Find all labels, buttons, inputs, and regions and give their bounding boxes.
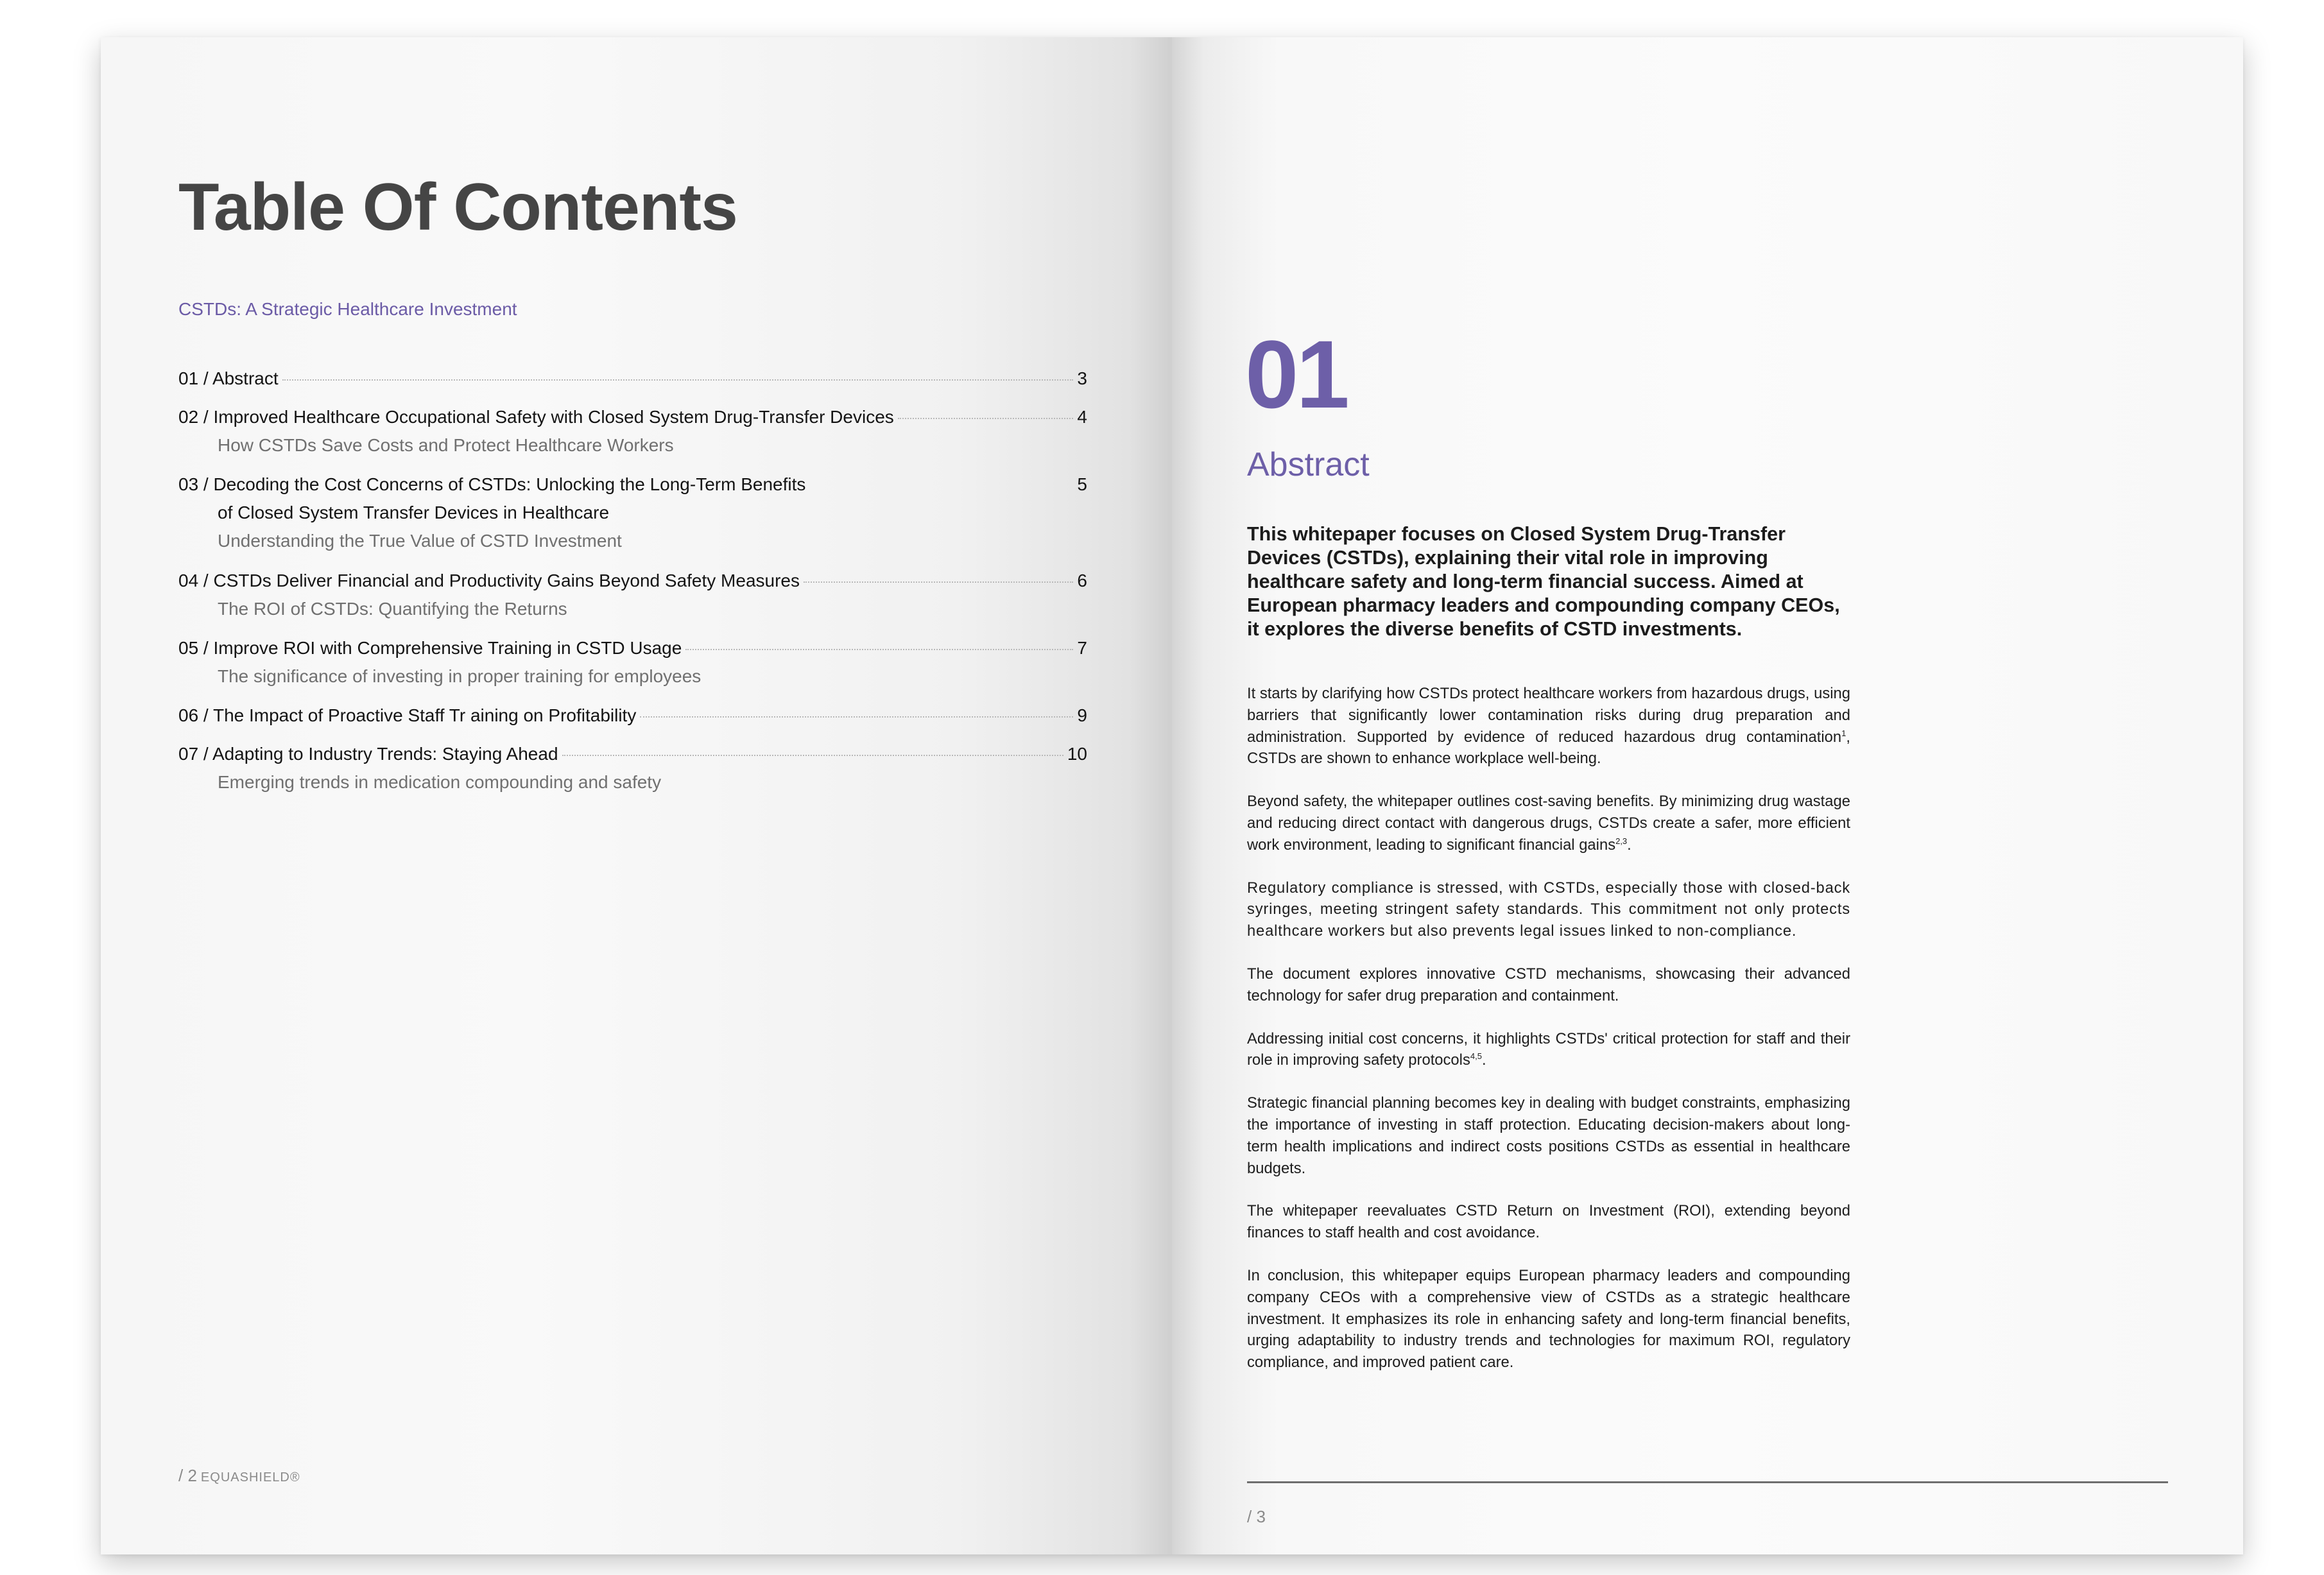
toc-entry-04[interactable]: [178, 567, 1087, 623]
footnote-ref[interactable]: 2,3: [1615, 836, 1628, 846]
toc-entry-subtitle: How CSTDs Save Costs and Protect Healthcare Workers: [218, 435, 674, 455]
toc-entry-label: 01 / Abstract: [178, 368, 279, 388]
dot-leader: [562, 755, 1063, 756]
toc-entry-label: 07 / Adapting to Industry Trends: Staying Ahead: [178, 744, 558, 764]
toc-entry-label: 05 / Improve ROI with Comprehensive Training in CSTD Usage: [178, 638, 682, 658]
toc-entry-subtitle: Emerging trends in medication compounding and safety: [218, 772, 662, 792]
dot-leader: [804, 581, 1073, 583]
dot-leader: [685, 649, 1073, 650]
toc-entry-label: 04 / CSTDs Deliver Financial and Productivity Gains Beyond Safety Measures: [178, 571, 800, 590]
toc-entry-label: 02 / Improved Healthcare Occupational Safety with Closed System Drug-Transfer Devices: [178, 407, 894, 427]
toc-page-number: 5: [1077, 474, 1087, 494]
toc-entry-01[interactable]: [178, 365, 1087, 393]
body-paragraph: In conclusion, this whitepaper equips European pharmacy leaders and compounding company CEOs with a comprehensive view of CSTDs as a strategic healthcare investment. It emphasizes its role in enhancing safety and long-term financial benefits, urging adaptability to industry trends and technologies for maximum ROI, regulatory compliance, and improved patient care.: [1247, 1266, 1850, 1372]
document-spread: [101, 37, 2243, 1554]
toc-subtitle: CSTDs: A Strategic Healthcare Investment: [178, 299, 517, 319]
left-page: [101, 37, 1172, 1554]
footnote-ref[interactable]: 1: [1841, 728, 1846, 738]
body-paragraph: Strategic financial planning becomes key in dealing with budget constraints, emphasizing the importance of investing in staff protection. Educating decision-makers about long-term health implications and indirect costs positions CSTDs as essential in healthcare budgets.: [1247, 1094, 1850, 1177]
section-title: Abstract: [1247, 446, 1370, 483]
toc-page-number: 6: [1077, 571, 1087, 590]
toc-page-number: 10: [1067, 744, 1087, 764]
toc-entry-06[interactable]: [178, 701, 1087, 730]
brand-logo-text: EQUASHIELD®: [200, 1470, 300, 1485]
body-paragraph: Addressing initial cost concerns, it highlights CSTDs' critical protection for staff and their role in improving safety protocols$^{4,5}$.: [1247, 1029, 1850, 1069]
lead-paragraph: This whitepaper focuses on Closed System Drug-Transfer Devices (CSTDs), explaining their vital role in improving healthcare safety and long-term financial success. Aimed at European pharmacy leaders and compounding company CEOs, it explores the diverse benefits of CSTD investments.: [1247, 523, 1840, 640]
body-paragraph: The whitepaper reevaluates CSTD Return on Investment (ROI), extending beyond finances to staff health and cost avoidance.: [1247, 1202, 1850, 1242]
toc-page-number: 7: [1077, 638, 1087, 658]
body-text: [1247, 683, 1850, 1395]
dot-leader: [898, 418, 1074, 419]
dot-leader: [282, 379, 1074, 381]
toc-entry-05[interactable]: [178, 634, 1087, 691]
toc-entry-subtitle: Understanding the True Value of CSTD Investment: [218, 531, 622, 551]
toc-entry-label-continued: of Closed System Transfer Devices in Healthcare: [218, 503, 610, 522]
dot-leader: [640, 716, 1073, 718]
toc-entry-02[interactable]: [178, 403, 1087, 460]
page-footer: [178, 1466, 300, 1486]
page-number: / 3: [1247, 1507, 1266, 1526]
body-paragraph: Regulatory compliance is stressed, with CSTDs, especially those with closed-back syringes, meeting stringent safety standards. This commitment not only protects healthcare workers but also prevents legal issues linked to non-compliance.: [1247, 879, 1850, 940]
footer-divider: [1247, 1481, 2168, 1483]
toc-page-number: 3: [1077, 368, 1087, 388]
body-paragraph: It starts by clarifying how CSTDs protect healthcare workers from hazardous drugs, using barriers that significantly lower contamination risks during drug preparation and administration. Supported by evidence of reduced hazardous drug contamination$^1$, CSTDs are shown to enhance workplace well-being.: [1247, 685, 1850, 768]
right-page: [1172, 37, 2243, 1554]
body-paragraph: The document explores innovative CSTD mechanisms, showcasing their advanced technology for safer drug preparation and containment.: [1247, 965, 1850, 1004]
toc-entry-subtitle: The ROI of CSTDs: Quantifying the Returns: [218, 599, 567, 619]
page-number: / 2: [178, 1466, 197, 1485]
toc-entry-07[interactable]: [178, 740, 1087, 796]
page-title: Table Of Contents: [178, 170, 737, 245]
toc-entry-label: 06 / The Impact of Proactive Staff Tr aining on Profitability: [178, 705, 637, 725]
footnote-ref[interactable]: 4,5: [1470, 1051, 1482, 1062]
toc-entry-subtitle: The significance of investing in proper training for employees: [218, 666, 702, 686]
section-number: 01: [1245, 320, 1347, 428]
toc-entry-label: 03 / Decoding the Cost Concerns of CSTDs: Unlocking the Long-Term Benefits: [178, 474, 806, 494]
toc-page-number: 4: [1077, 407, 1087, 427]
toc-page-number: 9: [1077, 705, 1087, 725]
toc-entry-03[interactable]: [178, 470, 1087, 555]
body-paragraph: Beyond safety, the whitepaper outlines cost-saving benefits. By minimizing drug wastage and reducing direct contact with dangerous drugs, CSTDs create a safer, more efficient work environment, leading to significant financial gains$^{2,3}$.: [1247, 793, 1850, 854]
